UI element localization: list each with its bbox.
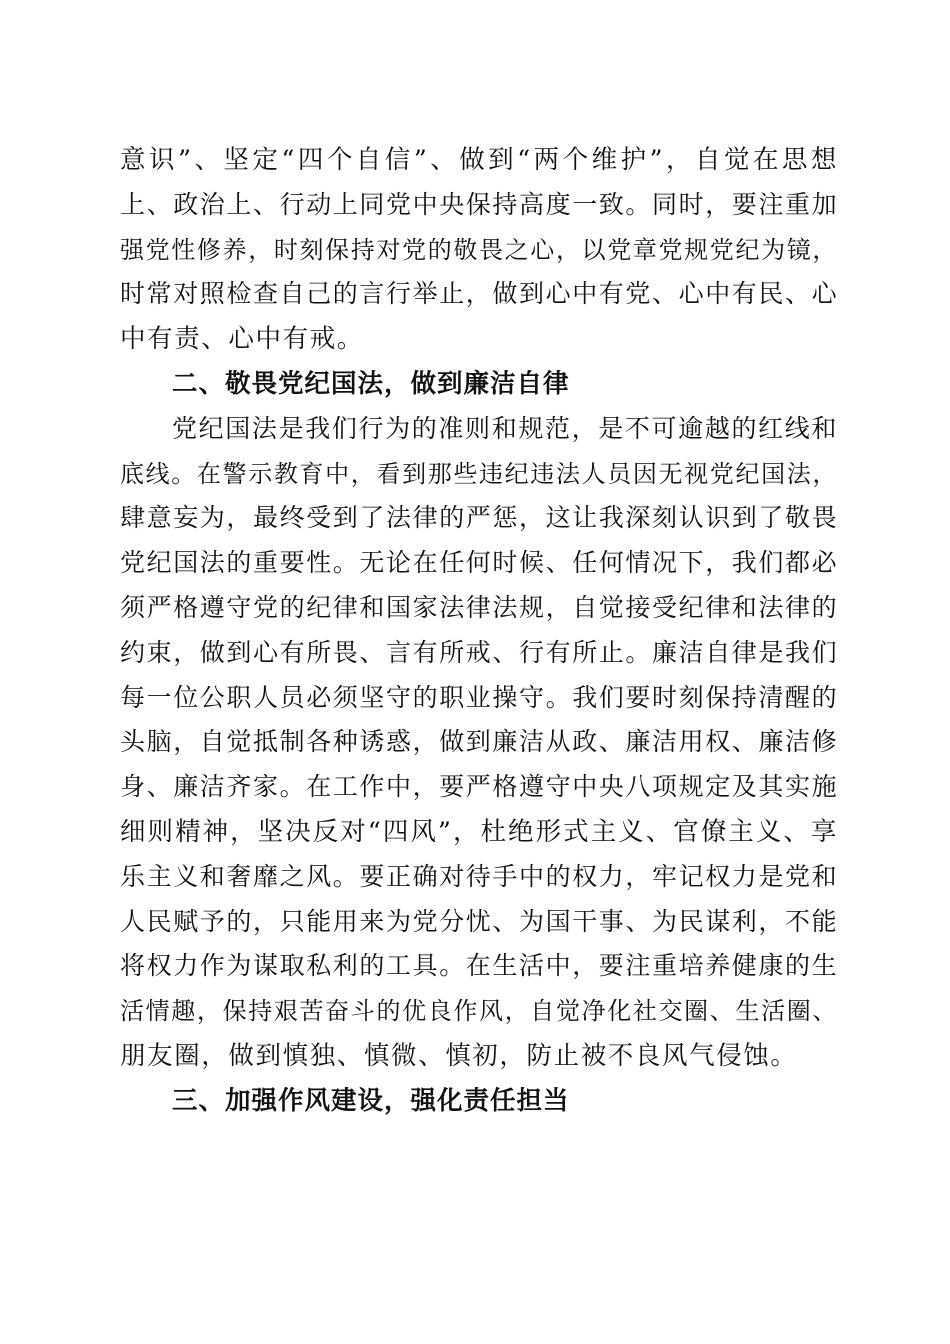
text-line: 朋友圈，做到慎独、慎微、慎初，防止被不良风气侵蚀。 xyxy=(120,1040,798,1071)
text-line: 每一位公职人员必须坚守的职业操守。我们要时刻保持清醒的 xyxy=(120,682,839,712)
section-heading-2: 二、敬畏党纪国法，做到廉洁自律 xyxy=(172,368,570,399)
text-line: 底线。在警示教育中，看到那些违纪违法人员因无视党纪国法， xyxy=(120,459,838,488)
text-line: 乐主义和奢靡之风。要正确对待手中的权力，牢记权力是党和 xyxy=(120,861,839,891)
text-line: 人民赋予的，只能用来为党分忧、为国干事、为民谋利，不能 xyxy=(120,906,839,936)
text-line: 身、廉洁齐家。在工作中，要严格遵守中央八项规定及其实施 xyxy=(120,772,839,802)
text-line: 党纪国法的重要性。无论在任何时候、任何情况下，我们都必 xyxy=(120,548,839,578)
text-line: 须严格遵守党的纪律和国家法律法规，自觉接受纪律和法律的 xyxy=(120,592,839,622)
paragraph-intro-continuation xyxy=(120,138,838,362)
paragraph-section-2 xyxy=(120,407,838,1079)
document-page xyxy=(120,138,838,1124)
text-line: 时常对照检查自己的言行举止，做到心中有党、心中有民、心 xyxy=(120,279,839,309)
text-line: 约束，做到心有所畏、言有所戒、行有所止。廉洁自律是我们 xyxy=(120,637,839,667)
text-line: 中有责、心中有戒。 xyxy=(120,324,364,355)
text-line: 细则精神，坚决反对“四风”，杜绝形式主义、官僚主义、享 xyxy=(120,816,838,847)
text-line: 头脑，自觉抵制各种诱惑，做到廉洁从政、廉洁用权、廉洁修 xyxy=(120,727,839,757)
text-line: 活情趣，保持艰苦奋斗的优良作风，自觉净化社交圈、生活圈、 xyxy=(120,997,838,1026)
text-line: 强党性修养，时刻保持对党的敬畏之心，以党章党规党纪为镜， xyxy=(120,235,838,264)
section-heading-3: 三、加强作风建设，强化责任担当 xyxy=(172,1085,570,1116)
text-line: 上、政治上、行动上同党中央保持高度一致。同时，要注重加 xyxy=(120,189,839,219)
text-line: 意识”、坚定“四个自信”、做到“两个维护”，自觉在思想 xyxy=(120,145,838,175)
text-line: 党纪国法是我们行为的准则和规范，是不可逾越的红线和 xyxy=(172,413,838,443)
text-line: 将权力作为谋取私利的工具。在生活中，要注重培养健康的生 xyxy=(120,951,839,981)
text-line: 肆意妄为，最终受到了法律的严惩，这让我深刻认识到了敬畏 xyxy=(120,503,839,533)
